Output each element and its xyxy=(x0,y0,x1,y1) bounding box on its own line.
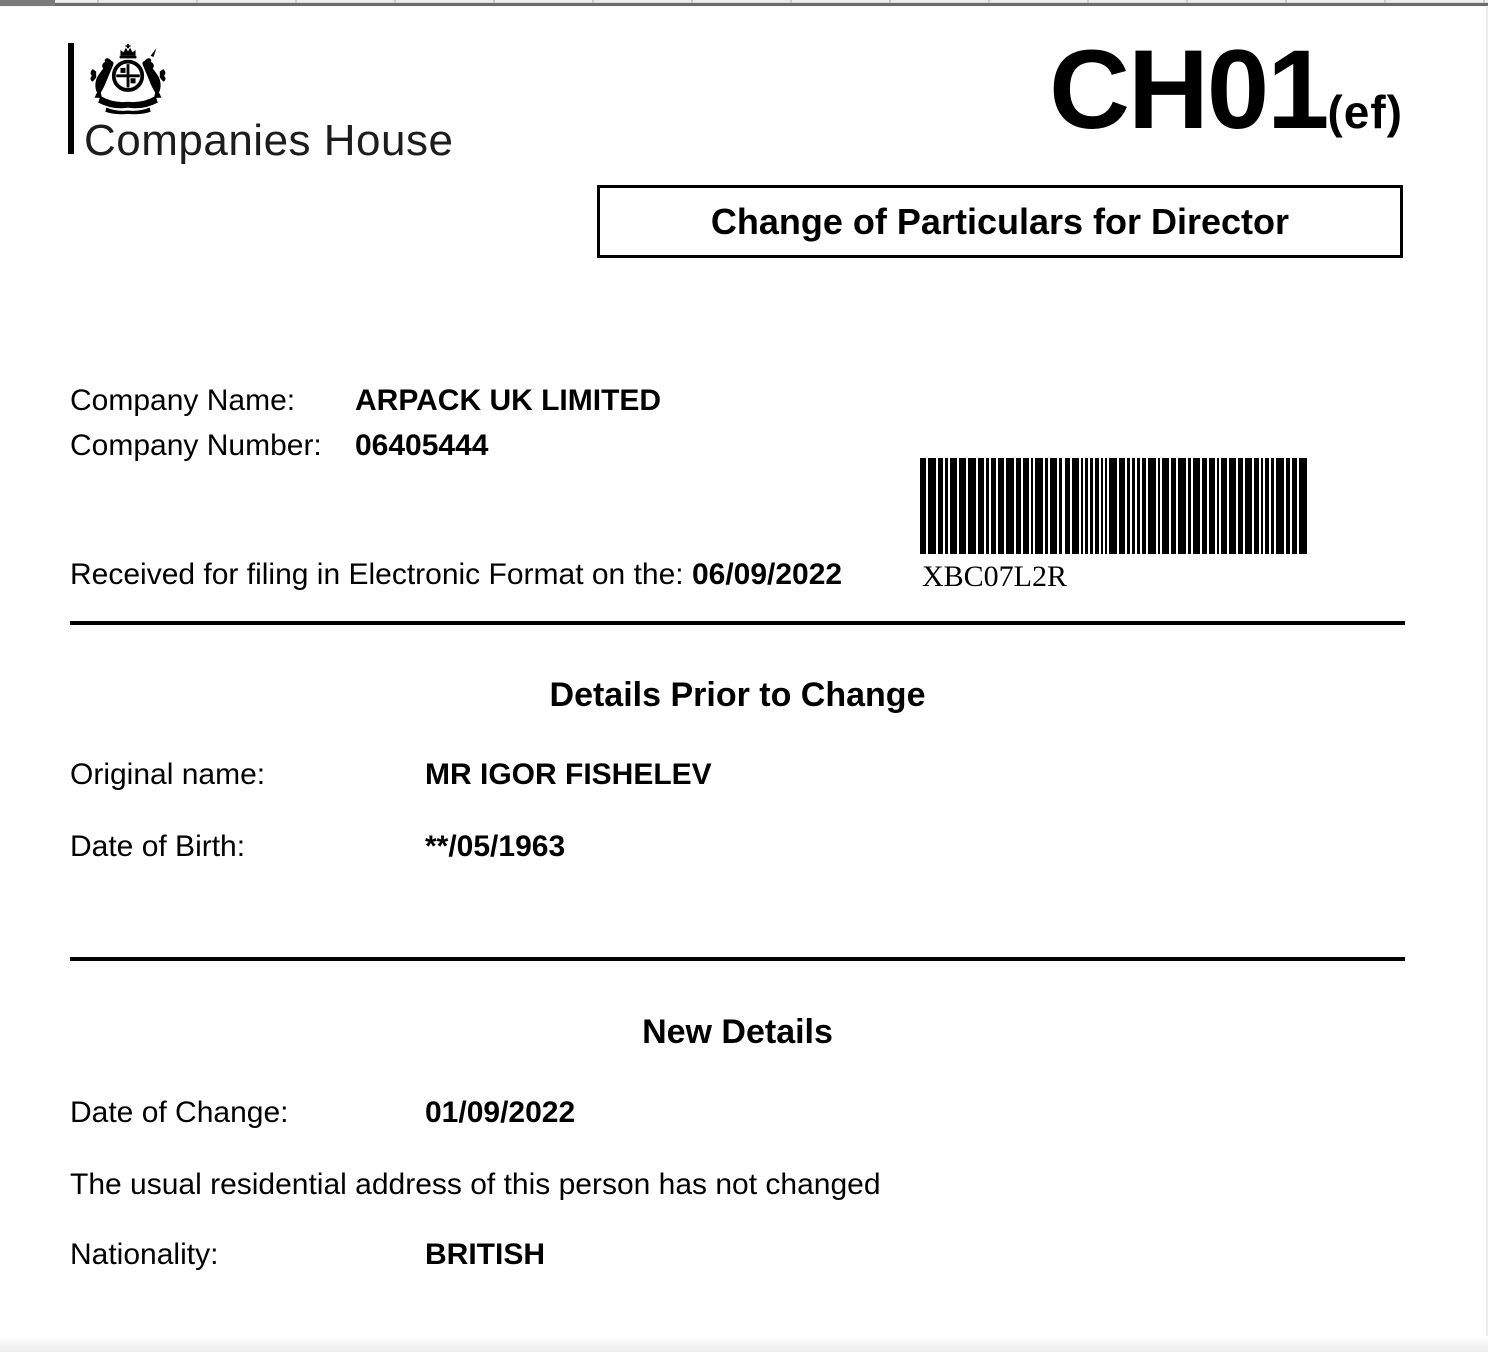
original-name-row xyxy=(70,756,712,794)
company-number-label: Company Number: xyxy=(70,429,322,462)
company-number-row xyxy=(70,427,488,465)
form-code xyxy=(600,27,1403,152)
address-unchanged-note: The usual residential address of this person has not changed xyxy=(70,1168,881,1201)
royal-crest-icon xyxy=(86,44,170,116)
viewport-top-left-block xyxy=(0,0,55,6)
form-code-suffix: (ef) xyxy=(1327,86,1403,138)
divider-2 xyxy=(70,957,1405,961)
date-of-birth-row xyxy=(70,828,565,866)
nationality-label: Nationality: xyxy=(70,1238,219,1271)
date-of-birth-label: Date of Birth: xyxy=(70,830,246,863)
companies-house-wordmark: Companies House xyxy=(84,116,454,165)
company-number-value: 06405444 xyxy=(355,429,489,462)
date-of-change-row xyxy=(70,1094,575,1132)
form-title-box xyxy=(597,185,1403,258)
logo-vertical-bar xyxy=(68,43,74,154)
nationality-row xyxy=(70,1236,545,1274)
page-bottom-edge xyxy=(0,1336,1488,1352)
new-details-heading: New Details xyxy=(642,1013,833,1051)
company-name-row xyxy=(70,382,661,420)
original-name-value: MR IGOR FISHELEV xyxy=(425,758,712,791)
prior-details-heading: Details Prior to Change xyxy=(549,676,926,714)
received-date: 06/09/2022 xyxy=(691,558,843,591)
divider-1 xyxy=(70,621,1405,625)
date-of-birth-value: **/05/1963 xyxy=(425,830,566,863)
received-line xyxy=(70,558,842,592)
original-name-label: Original name: xyxy=(70,758,266,791)
form-title: Change of Particulars for Director xyxy=(710,200,1290,242)
barcode xyxy=(920,458,1386,554)
form-code-text: CH01 xyxy=(1049,27,1328,152)
company-name-label: Company Name: xyxy=(70,384,296,417)
date-of-change-value: 01/09/2022 xyxy=(425,1096,576,1129)
date-of-change-label: Date of Change: xyxy=(70,1096,289,1129)
company-name-value: ARPACK UK LIMITED xyxy=(355,384,662,417)
viewport-top-edge xyxy=(0,0,1488,7)
received-label: Received for filing in Electronic Format on the: xyxy=(70,558,692,591)
nationality-value: BRITISH xyxy=(425,1238,545,1271)
barcode-text: XBC07L2R xyxy=(922,560,1068,593)
viewport-top-ticks xyxy=(0,0,1488,3)
